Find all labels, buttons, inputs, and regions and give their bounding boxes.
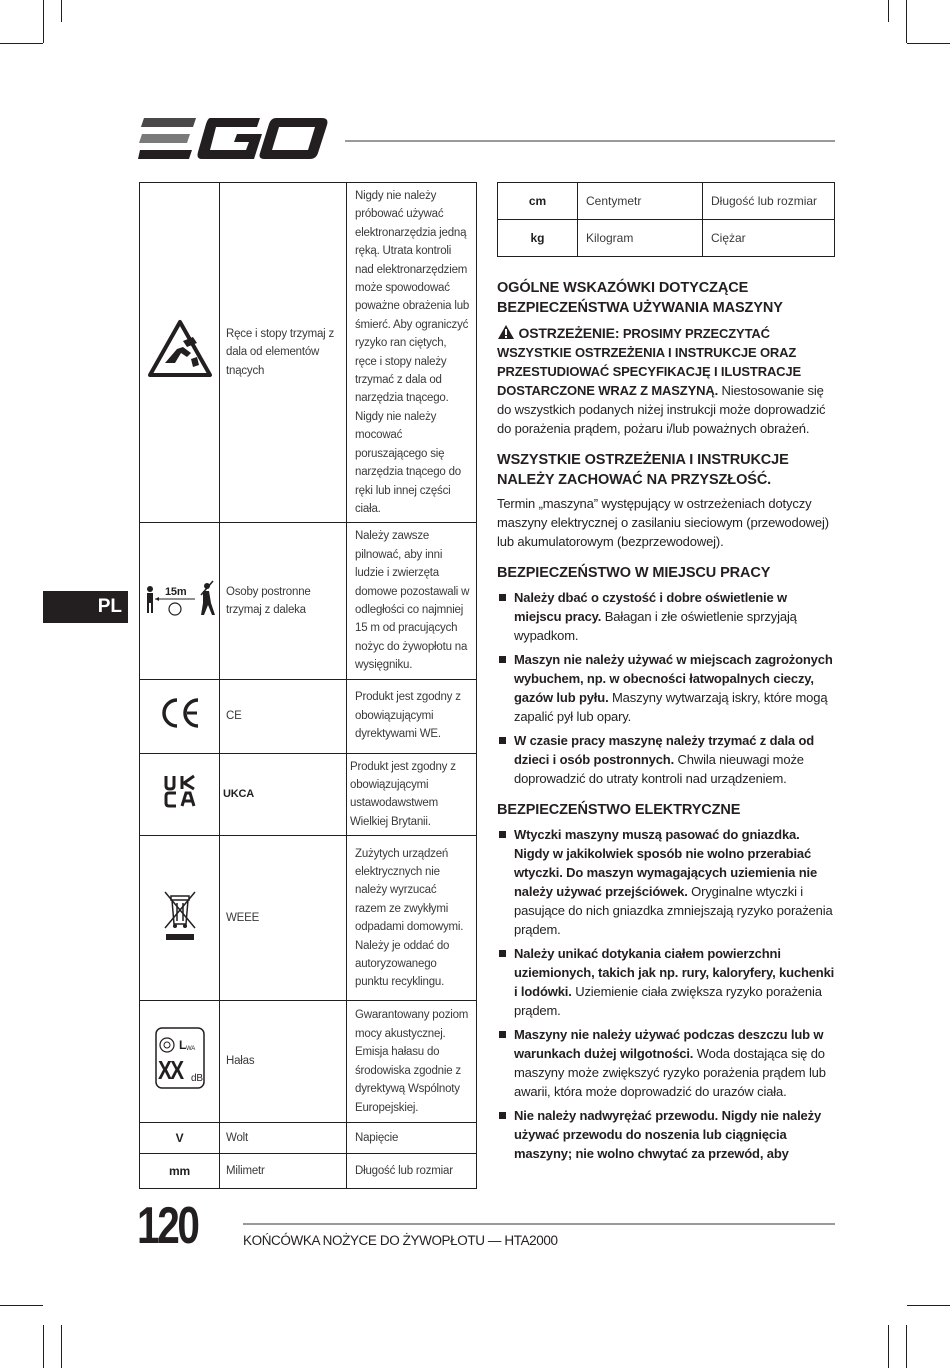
symbol-name: CE	[220, 679, 347, 753]
crop-mark	[61, 0, 62, 22]
table-row	[140, 836, 477, 1001]
unit-description: Długość lub rozmiar	[703, 183, 835, 220]
item-text: Bałagan i złe oświetlenie sprzyjają wypadkom.	[514, 609, 797, 643]
electrical-list	[497, 825, 837, 1163]
symbol-text: V	[140, 1123, 220, 1154]
symbol-name: WEEE	[220, 836, 347, 1001]
item-bold: Nie należy nadwyrężać przewodu. Nigdy nie należy używać przewodu do noszenia lub ciągnięcia maszyny; nie wolno chwytać za przewód, aby	[514, 1108, 822, 1161]
table-row	[140, 753, 477, 836]
item-bold: Maszyn nie należy używać w miejscach zagrożonych wybuchem, np. w obecności łatwopalnych cieczy, gazów lub pyłu.	[514, 652, 833, 705]
crop-mark	[0, 43, 43, 44]
units-table	[497, 182, 835, 257]
crop-mark	[907, 1305, 950, 1306]
symbol-icon-cell	[140, 1001, 220, 1123]
footer-rule	[243, 1223, 835, 1225]
item-bold: Należy dbać o czystość i dobre oświetlenie w miejscu pracy.	[514, 590, 787, 624]
symbol-description: Produkt jest zgodny z obowiązującymi dyrektywami WE.	[347, 679, 477, 753]
bullet-icon	[499, 950, 506, 957]
crop-mark	[888, 1325, 889, 1368]
item-text: Woda dostająca się do maszyny może zwiększyć ryzyko porażenia prądem lub awarii, która może doprowadzić do urazów ciała.	[514, 1046, 826, 1099]
bullet-icon	[499, 737, 506, 744]
safety-text-column	[497, 278, 837, 1163]
list-item	[497, 650, 837, 726]
noise-level-icon	[155, 1027, 205, 1089]
footer-title: KOŃCÓWKA NOŻYCE DO ŻYWOPŁOTU — HTA2000	[243, 1233, 558, 1248]
svg-text:XX: XX	[157, 1056, 183, 1086]
symbol-description: Zużytych urządzeń elektrycznych nie należy wyrzucać razem ze zwykłymi odpadami domowymi. Należy je oddać do autoryzowanego punktu recyklingu.	[347, 836, 477, 1001]
item-bold: Należy unikać dotykania ciałem powierzchni uziemionych, takich jak np. rury, kaloryfery, kuchenki i lodówki.	[514, 946, 835, 999]
symbol-description: Długość lub rozmiar	[347, 1154, 477, 1189]
symbol-name: UKCA	[220, 753, 347, 836]
section-heading: WSZYSTKIE OSTRZEŻENIA I INSTRUKCJE NALEŻY ZACHOWAĆ NA PRZYSZŁOŚĆ.	[497, 452, 789, 488]
table-row	[498, 183, 835, 220]
symbol-icon-cell	[140, 183, 220, 523]
bullet-icon	[499, 1031, 506, 1038]
svg-text:L: L	[178, 1038, 186, 1053]
ego-logo	[138, 118, 328, 160]
crop-mark	[43, 0, 44, 43]
unit-symbol: cm	[498, 183, 578, 220]
crop-mark	[906, 0, 907, 43]
list-item	[497, 1025, 837, 1101]
svg-text:dB: dB	[190, 1073, 203, 1085]
crop-mark	[0, 1305, 43, 1306]
symbol-name: Wolt	[220, 1123, 347, 1154]
section-heading: OGÓLNE WSKAZÓWKI DOTYCZĄCE BEZPIECZEŃSTWA UŻYWANIA MASZYNY	[497, 280, 783, 316]
page-number: 120	[137, 1197, 198, 1255]
list-item	[497, 1106, 837, 1163]
ukca-mark-icon	[163, 774, 197, 808]
crop-mark	[888, 0, 889, 22]
symbol-icon-cell	[140, 679, 220, 753]
symbol-name: Ręce i stopy trzymaj z dala od elementów tnących	[220, 183, 347, 523]
table-row	[498, 220, 835, 257]
unit-description: Ciężar	[703, 220, 835, 257]
list-item	[497, 588, 837, 645]
distance-label: 15m	[164, 585, 186, 598]
crop-mark	[61, 1325, 62, 1368]
symbol-description: Produkt jest zgodny z obowiązującymi ustawodawstwem Wielkiej Brytanii.	[347, 753, 477, 836]
bullet-icon	[499, 594, 506, 601]
header-rule	[345, 140, 835, 142]
table-row	[140, 679, 477, 753]
symbol-name: Milimetr	[220, 1154, 347, 1189]
item-text: Maszyny wytwarzają iskry, które mogą zapalić pył lub opary.	[514, 690, 828, 724]
item-bold: W czasie pracy maszynę należy trzymać z dala od dzieci i osób postronnych.	[514, 733, 815, 767]
item-text: Chwila nieuwagi może doprowadzić do utraty kontroli nad urządzeniem.	[514, 752, 804, 786]
symbol-icon-cell	[140, 523, 220, 679]
crop-mark	[907, 43, 950, 44]
item-text: Oryginalne wtyczki i pasujące do nich gniazdka zmniejszają ryzyko porażenia prądem.	[514, 884, 833, 937]
bullet-icon	[499, 831, 506, 838]
warning-triangle-icon	[497, 324, 515, 340]
symbols-table	[139, 182, 477, 1189]
item-bold: Wtyczki maszyny muszą pasować do gniazdka. Nigdy w jakikolwiek sposób nie wolno przerabiać wtyczki. Do maszyn wymagających uziemienia nie należy używać przejściówek.	[514, 827, 818, 899]
table-row	[140, 1123, 477, 1154]
crop-mark	[43, 1325, 44, 1368]
unit-name: Kilogram	[578, 220, 703, 257]
unit-symbol: kg	[498, 220, 578, 257]
symbol-name: Hałas	[220, 1001, 347, 1123]
term-paragraph: Termin „maszyna” występujący w ostrzeżeniach dotyczy maszyny elektrycznej o zasilaniu sieciowym (przewodowej) lub akumulatorowym (bezprzewodowej).	[497, 496, 829, 549]
symbol-description: Nigdy nie należy próbować używać elektronarzędzia jedną ręką. Utrata kontroli nad elektronarzędziem może spowodować poważne obrażenia lub śmierć. Aby ograniczyć ryzyko ran ciętych, ręce i stopy należy trzymać z dala od narzędzia tnącego. Nigdy nie należy mocować poruszającego się narzędzia tnącego do ręki lub innej części ciała.	[347, 183, 477, 523]
section-heading: BEZPIECZEŃSTWO W MIEJSCU PRACY	[497, 565, 771, 581]
table-row	[140, 523, 477, 679]
symbol-name: Osoby postronne trzymaj z daleka	[220, 523, 347, 679]
language-tab: PL	[43, 591, 128, 623]
table-row	[140, 183, 477, 523]
warning-text: Niestosowanie się do wszystkich podanych niżej instrukcji może doprowadzić do porażenia prądem, pożaru i/lub poważnych obrażeń.	[497, 383, 826, 436]
table-row	[140, 1001, 477, 1123]
symbol-text: mm	[140, 1154, 220, 1189]
section-heading: BEZPIECZEŃSTWO ELEKTRYCZNE	[497, 802, 741, 818]
svg-text:WA: WA	[185, 1046, 195, 1053]
warning-label: OSTRZEŻENIE:	[518, 325, 620, 341]
work-area-list	[497, 588, 837, 788]
symbol-description: Należy zawsze pilnować, aby inni ludzie i zwierzęta domowe pozostawali w odległości co najmniej 15 m od pracujących nożyc do żywopłotu na wysięgniku.	[347, 523, 477, 679]
item-text: Uziemienie ciała zwiększa ryzyko porażenia prądem.	[514, 984, 822, 1018]
symbol-description: Napięcie	[347, 1123, 477, 1154]
symbol-description: Gwarantowany poziom mocy akustycznej. Emisja hałasu do środowiska zgodnie z dyrektywą Wspólnoty Europejskiej.	[347, 1001, 477, 1123]
ce-mark-icon	[158, 697, 202, 729]
bystanders-15m-icon	[143, 577, 217, 619]
bullet-icon	[499, 656, 506, 663]
list-item	[497, 731, 837, 788]
unit-name: Centymetr	[578, 183, 703, 220]
list-item	[497, 944, 837, 1020]
bullet-icon	[499, 1112, 506, 1119]
warning-paragraph	[497, 324, 837, 438]
weee-bin-icon	[162, 888, 198, 942]
item-bold: Maszyny nie należy używać podczas deszczu lub w warunkach dużej wilgotności.	[514, 1027, 824, 1061]
symbol-icon-cell	[140, 753, 220, 836]
warning-bold-text: PROSIMY PRZECZYTAĆ WSZYSTKIE OSTRZEŻENIA I INSTRUKCJE ORAZ PRZESTUDIOWAĆ SPECYFIKACJĘ I ILUSTRACJE DOSTARCZONE WRAZ Z MASZYNĄ.	[497, 326, 802, 398]
table-row	[140, 1154, 477, 1189]
crop-mark	[906, 1325, 907, 1368]
hands-feet-away-icon	[147, 319, 213, 379]
symbol-icon-cell	[140, 836, 220, 1001]
list-item	[497, 825, 837, 939]
